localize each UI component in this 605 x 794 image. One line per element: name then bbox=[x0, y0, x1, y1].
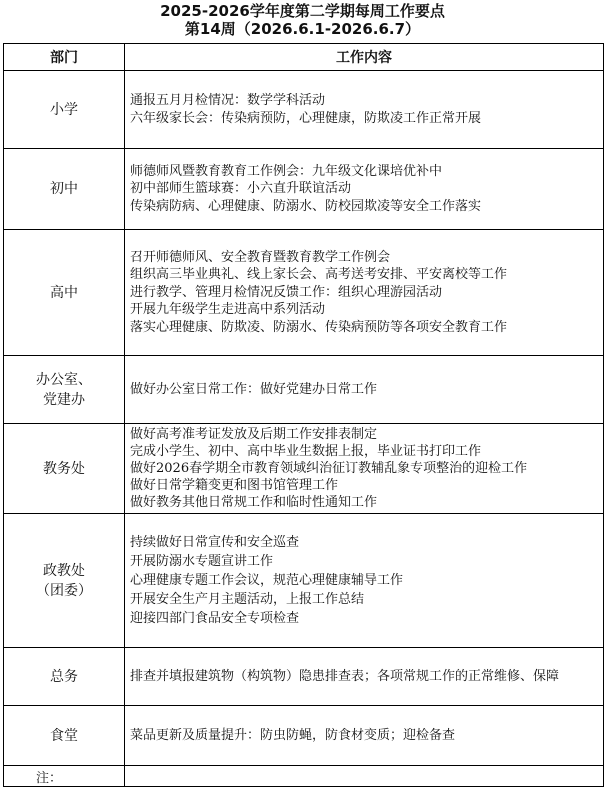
work-item: 师德师风暨教育教育工作例会：九年级文化课培优补中 bbox=[130, 163, 443, 179]
work-item: 通报五月月检情况：数学学科活动 bbox=[130, 93, 326, 108]
table-header-row bbox=[4, 44, 604, 71]
content-cell bbox=[125, 648, 604, 706]
dept-label: 教务处 bbox=[43, 460, 85, 477]
dept-cell bbox=[4, 514, 125, 648]
dept-cell bbox=[4, 356, 125, 424]
work-item: 开展安全生产月主题活动，上报工作总结 bbox=[130, 592, 365, 607]
dept-label: 食堂 bbox=[50, 727, 78, 744]
dept-label: 初中 bbox=[50, 181, 78, 197]
dept-cell bbox=[4, 648, 125, 706]
dept-label: 党建办 bbox=[43, 391, 85, 408]
work-item: 完成小学生、初中、高中毕业生数据上报，毕业证书打印工作 bbox=[130, 444, 482, 459]
work-item: 心理健康专题工作会议，规范心理健康辅导工作 bbox=[130, 573, 404, 588]
content-cell bbox=[125, 230, 604, 356]
dept-cell bbox=[4, 424, 125, 514]
dept-label: 政教处 bbox=[43, 562, 85, 579]
content-cell bbox=[125, 356, 604, 424]
dept-cell bbox=[4, 706, 125, 766]
content-cell bbox=[125, 706, 604, 766]
work-item: 传染病防病、心理健康、防溺水、防校园欺凌等安全工作落实 bbox=[130, 198, 482, 214]
content-cell bbox=[125, 514, 604, 648]
work-item: 进行教学、管理月检情况反馈工作：组织心理游园活动 bbox=[130, 284, 443, 300]
table-row bbox=[4, 514, 604, 648]
header-dept: 部门 bbox=[4, 44, 125, 71]
dept-cell bbox=[4, 71, 125, 149]
dept-cell bbox=[4, 149, 125, 230]
dept-label: 小学 bbox=[50, 101, 78, 118]
table-row bbox=[4, 424, 604, 514]
work-item: 组织高三毕业典礼、线上家长会、高考送考安排、平安离校等工作 bbox=[130, 267, 508, 283]
content-cell bbox=[125, 71, 604, 149]
work-item: 做好日常学籍变更和图书馆管理工作 bbox=[130, 478, 339, 493]
table-row bbox=[4, 648, 604, 706]
note-row bbox=[4, 766, 604, 787]
work-item: 做好教务其他日常规工作和临时性通知工作 bbox=[130, 495, 378, 510]
document-subtitle: 第14周（2026.6.1-2026.6.7） bbox=[184, 20, 421, 38]
table-row bbox=[4, 230, 604, 356]
content-cell bbox=[125, 424, 604, 514]
work-item: 初中部师生篮球赛：小六直升联谊活动 bbox=[130, 181, 352, 197]
work-item: 做好2026春学期全市教育领域纠治征订教辅乱象专项整治的迎检工作 bbox=[130, 461, 528, 476]
dept-cell bbox=[4, 230, 125, 356]
work-item: 做好办公室日常工作：做好党建办日常工作 bbox=[130, 381, 378, 397]
dept-label: 总务 bbox=[50, 668, 78, 685]
work-item: 排查并填报建筑物（构筑物）隐患排查表；各项常规工作的正常维修、保障 bbox=[130, 668, 560, 684]
header-content: 工作内容 bbox=[125, 44, 604, 71]
work-item: 菜品更新及质量提升：防虫防蝇，防食材变质；迎检备查 bbox=[130, 727, 456, 743]
work-item: 开展九年级学生走进高中系列活动 bbox=[130, 302, 326, 318]
work-item: 迎接四部门食品安全专项检查 bbox=[130, 611, 300, 626]
work-item: 做好高考准考证发放及后期工作安排表制定 bbox=[130, 427, 378, 442]
work-item: 落实心理健康、防欺凌、防溺水、传染病预防等各项安全教育工作 bbox=[130, 319, 508, 335]
work-plan-table bbox=[3, 43, 604, 787]
table-row bbox=[4, 356, 604, 424]
dept-label: （团委） bbox=[36, 582, 92, 599]
dept-label: 办公室、 bbox=[36, 371, 92, 388]
content-cell bbox=[125, 149, 604, 230]
work-item: 开展防溺水专题宣讲工作 bbox=[130, 554, 274, 569]
table-row bbox=[4, 706, 604, 766]
document-title: 2025-2026学年度第二学期每周工作要点 bbox=[160, 2, 445, 20]
work-item: 召开师德师风、安全教育暨教育教学工作例会 bbox=[130, 249, 391, 265]
work-item: 六年级家长会：传染病预防，心理健康，防欺凌工作正常开展 bbox=[130, 110, 482, 126]
table-row bbox=[4, 149, 604, 230]
note-content bbox=[125, 766, 604, 787]
dept-label: 高中 bbox=[50, 284, 78, 301]
table-row bbox=[4, 71, 604, 149]
work-item: 持续做好日常宣传和安全巡查 bbox=[130, 535, 300, 550]
note-label: 注： bbox=[4, 766, 125, 787]
